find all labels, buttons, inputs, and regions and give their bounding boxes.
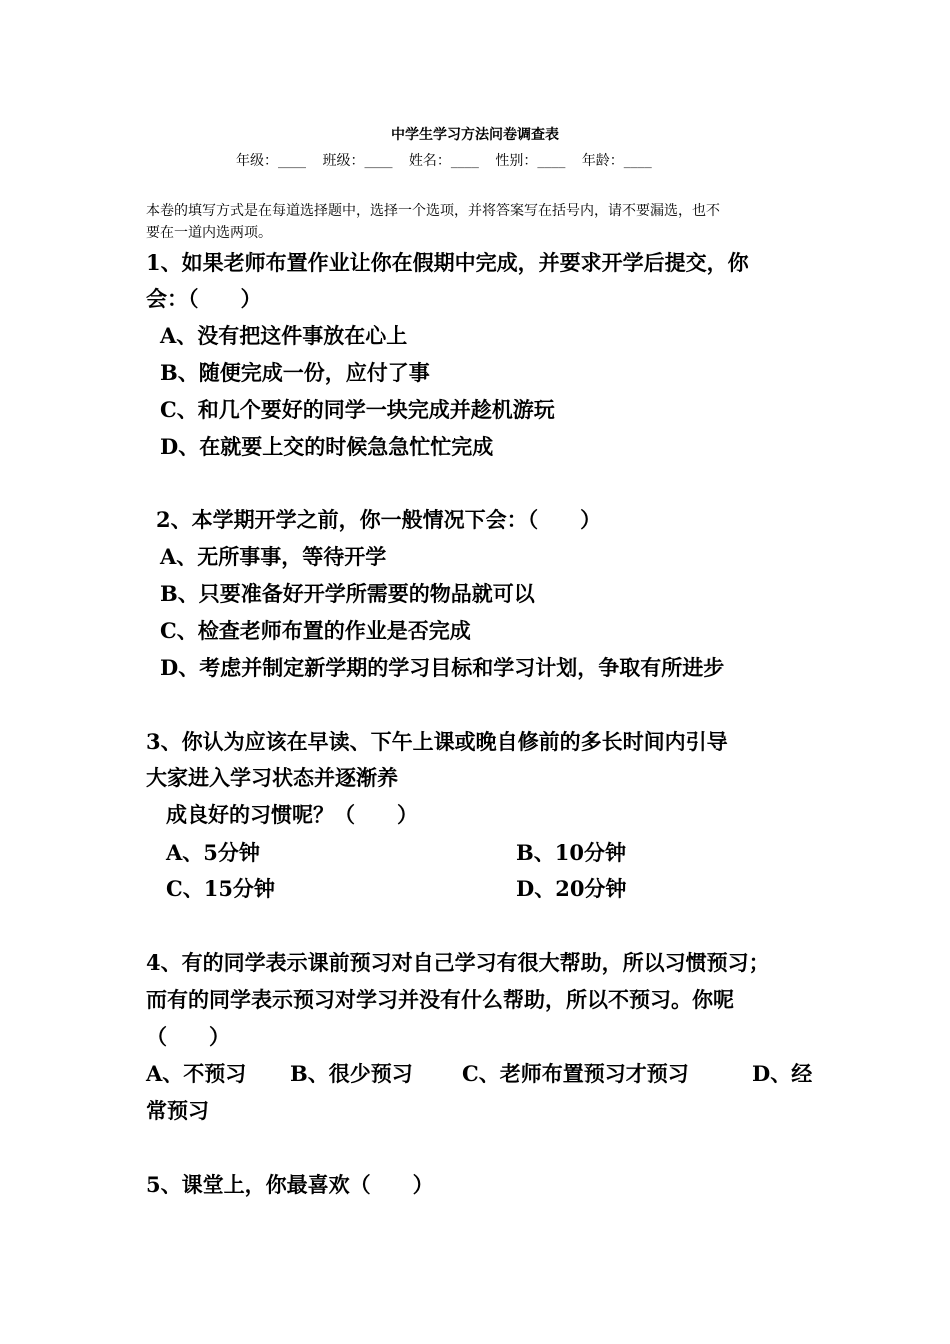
question-5-text: 5、课堂上，你最喜欢（ ） <box>146 1172 434 1197</box>
question-4-text: 4、有的同学表示课前预习对自己学习有很大帮助，所以习惯预习； <box>146 950 770 975</box>
name-field: 姓名：____ <box>408 153 479 169</box>
question-1-option-c: C、和几个要好的同学一块完成并趁机游玩 <box>160 397 555 422</box>
question-1-option-d: D、在就要上交的时候急急忙忙完成 <box>160 434 494 459</box>
question-4-option-d: D、经 <box>752 1061 813 1086</box>
question-1-option-b: B、随便完成一份，应付了事 <box>160 360 430 385</box>
page-title: 中学生学习方法问卷调查表 <box>391 127 559 143</box>
question-3-option-b: B、10分钟 <box>516 840 626 865</box>
question-1-option-a: A、没有把这件事放在心上 <box>160 323 408 348</box>
question-3-option-d: D、20分钟 <box>516 876 627 901</box>
question-3-text: 大家进入学习状态并逐渐养 <box>146 765 398 790</box>
student-info-fields <box>236 154 664 168</box>
question-3-text: 成良好的习惯呢？（ ） <box>166 802 418 827</box>
question-4-option-d-continued: 常预习 <box>146 1098 209 1123</box>
question-4-text: 而有的同学表示预习对学习并没有什么帮助，所以不预习。你呢 <box>146 987 734 1012</box>
question-1-text: 1、如果老师布置作业让你在假期中完成，并要求开学后提交，你 <box>146 250 749 275</box>
instructions-line-1: 本卷的填写方式是在每道选择题中，选择一个选项，并将答案写在括号内，请不要漏选，也不 <box>146 203 720 219</box>
question-3-option-a: A、5分钟 <box>166 840 260 865</box>
instructions-line-2: 要在一道内选两项。 <box>146 225 272 241</box>
grade-field: 年级：____ <box>236 153 306 169</box>
gender-field: 性别：____ <box>495 153 566 169</box>
class-field: 班级：____ <box>322 153 393 169</box>
age-field: 年龄：____ <box>581 153 652 169</box>
question-2-option-b: B、只要准备好开学所需要的物品就可以 <box>160 581 535 606</box>
question-4-option-c: C、老师布置预习才预习 <box>462 1061 689 1086</box>
question-4-option-a: A、不预习 <box>146 1061 247 1086</box>
question-2-option-c: C、检查老师布置的作业是否完成 <box>160 618 471 643</box>
question-2-text: 2、本学期开学之前，你一般情况下会：（ ） <box>156 507 602 532</box>
question-4-option-b: B、很少预习 <box>290 1061 413 1086</box>
question-3-option-c: C、15分钟 <box>166 876 275 901</box>
question-1-text: 会：（ ） <box>146 286 262 311</box>
question-4-text: （ ） <box>146 1024 230 1049</box>
question-3-text: 3、你认为应该在早读、下午上课或晚自修前的多长时间内引导 <box>146 729 728 754</box>
question-2-option-a: A、无所事事，等待开学 <box>160 544 387 569</box>
question-2-option-d: D、考虑并制定新学期的学习目标和学习计划，争取有所进步 <box>160 655 725 680</box>
